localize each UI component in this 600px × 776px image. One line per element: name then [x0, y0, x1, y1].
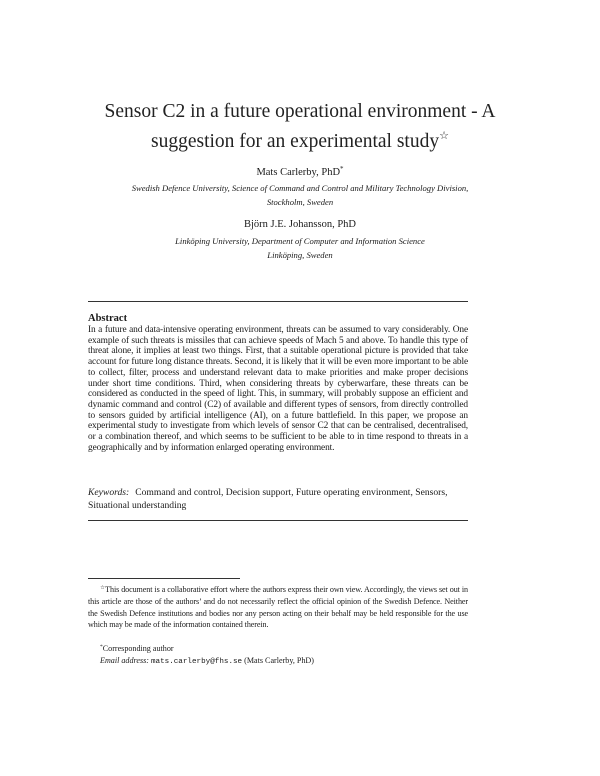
keywords-label: Keywords:: [88, 487, 130, 498]
abstract-heading: Abstract: [88, 313, 128, 324]
title-footnote-mark: ☆: [439, 130, 449, 142]
disclaimer-footnote: [88, 583, 468, 631]
footnote-mark: ☆: [100, 585, 106, 591]
abstract-bottom-rule: [88, 520, 468, 521]
corresponding-mark: *: [340, 165, 344, 173]
footnote-rule: [88, 578, 240, 579]
title-line-2: suggestion for an experimental study: [151, 131, 440, 152]
paper-title: [80, 100, 520, 154]
author-1-name: Mats Carlerby, PhD*: [256, 165, 344, 178]
keywords-text: Command and control, Decision support, Future operating environment, Sensors, Situational understanding: [88, 487, 448, 511]
abstract-top-rule: [88, 301, 468, 302]
email-link[interactable]: mats.carlerby@fhs.se: [150, 658, 243, 666]
email-note: [100, 655, 314, 669]
email-suffix: (Mats Carlerby, PhD): [244, 656, 314, 665]
author-1-affiliation: Swedish Defence University, Science of Command and Control and Military Technology Division, Stockholm, Sweden: [131, 183, 469, 207]
author-2-affiliation: Linköping University, Department of Computer and Information Science Linköping, Sweden: [175, 236, 425, 260]
title-line-1: Sensor C2 in a future operational environment - A: [104, 101, 496, 122]
corresponding-author-note: *Corresponding author: [100, 644, 174, 653]
email-label: Email address:: [100, 656, 149, 665]
footnote-text: This document is a collaborative effort where the authors express their own view. Accordingly, the views set out in this article are those of the authors’ and do not necessarily reflect the official opinion of the Swedish Defence. Neither the Swedish Defence institutions and bodies nor any person acting on their behalf may be held responsible for the use which may be made of the information contained therein.: [88, 585, 468, 630]
author-2-name: Björn J.E. Johansson, PhD: [243, 219, 356, 230]
keywords: [88, 487, 468, 512]
abstract-text: In a future and data-intensive operating environment, threats can be assumed to vary considerably. One example of such threats is missiles that can achieve speeds of Mach 5 and above. To handle this type of threat alone, it implies at least two things. First, that a suitable operational picture is provided that take account for future long distance threats. Second, it is likely that it will be even more important to be able to collect, filter, process and understand relevant data to make priorities and make proper decisions under short time conditions. Third, when considering threats by cyberwarfare, these threats can be considered as conducted in the speed of light. This, in summary, will probably suppose an efficient and dynamic command and control (C2) of available and different types of sensors, from directly controlled to sensors guided by artificial intelligence (AI), on a future battlefield. In this paper, we propose an experimental study to investigate from which levels of sensor C2 that can be centralised, decentralised, or a combination thereof, and which seems to be sufficient to be able to in time respond to threats in a geographically and by information enlarged operating environment.: [88, 325, 468, 453]
